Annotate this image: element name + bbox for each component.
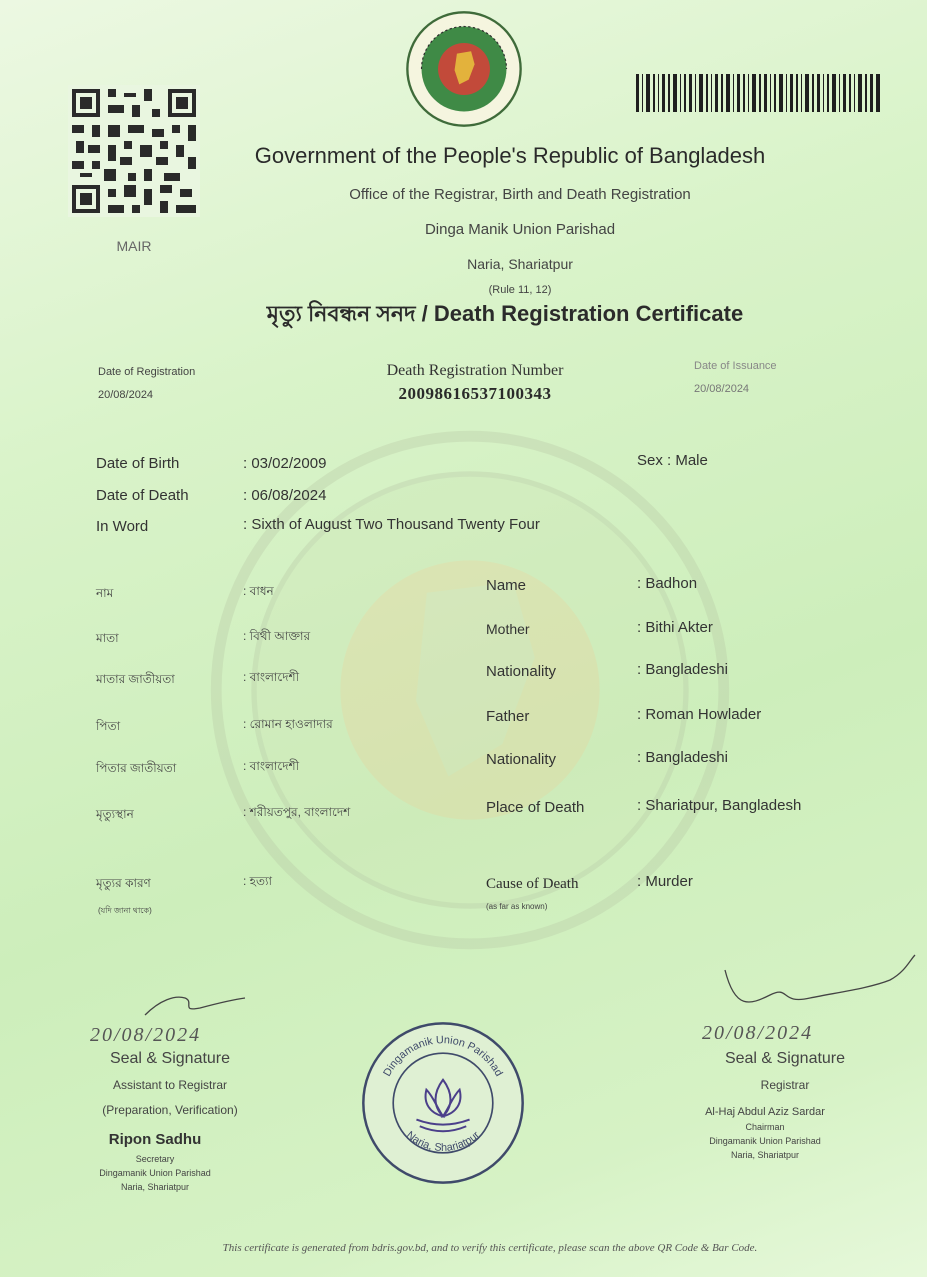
bn-name-value: : বাধন: [243, 584, 274, 598]
assistant-role: Assistant to Registrar: [112, 1078, 228, 1092]
birth-date-value: : 03/02/2009: [243, 455, 327, 472]
union-line: Dinga Manik Union Parishad: [424, 221, 616, 238]
bn-name-label: নাম: [96, 586, 114, 600]
registrar-designation: Chairman: [745, 1122, 785, 1132]
government-title: Government of the People's Republic of Bangladesh: [254, 143, 766, 168]
father-nationality-label: Nationality: [486, 751, 557, 768]
bn-mother-nationality-label: মাতার জাতীয়তা: [96, 672, 175, 686]
issuance-date-value: 20/08/2024: [694, 383, 750, 395]
assistant-seal-title: Seal & Signature: [109, 1050, 231, 1067]
mother-nationality-label: Nationality: [486, 663, 557, 680]
certificate-title: মৃত্যু নিবন্ধন সনদ / Death Registration Certificate: [266, 301, 744, 326]
bn-mother-label: মাতা: [96, 631, 119, 645]
registration-number-value: 20098616537100343: [398, 384, 552, 403]
assistant-role-note: (Preparation, Verification): [102, 1103, 238, 1117]
name-value: : Badhon: [637, 575, 698, 592]
bn-father-nationality-label: পিতার জাতীয়তা: [96, 761, 177, 775]
assistant-designation: Secretary: [135, 1154, 175, 1164]
bn-cause-label: মৃত্যুর কারণ: [96, 876, 151, 890]
government-emblem: [405, 10, 523, 128]
cause-note: (as far as known): [486, 902, 548, 911]
cause-label: Cause of Death: [486, 876, 579, 892]
name-label: Name: [486, 577, 527, 594]
qr-caption: MAIR: [116, 238, 152, 254]
registrar-signature: [720, 950, 920, 1030]
father-label: Father: [486, 708, 530, 725]
seal-bottom-text: Naria, Shariatpur: [403, 1129, 483, 1154]
location-line: Naria, Shariatpur: [467, 256, 573, 272]
registrar-role: Registrar: [760, 1078, 810, 1092]
death-date-label: Date of Death: [96, 487, 189, 504]
registration-number-label: Death Registration Number: [386, 362, 564, 379]
office-line: Office of the Registrar, Birth and Death Registration: [349, 186, 691, 203]
bn-mother-value: : বিথী আক্তার: [243, 629, 311, 643]
bn-father-value: : রোমান হাওলাদার: [243, 717, 333, 731]
bn-place-of-death-label: মৃত্যুস্থান: [96, 807, 134, 821]
registrar-place: Naria, Shariatpur: [730, 1150, 800, 1160]
assistant-union: Dingamanik Union Parishad: [99, 1168, 211, 1178]
registrar-union: Dingamanik Union Parishad: [709, 1136, 821, 1146]
cause-value: : Murder: [637, 873, 693, 890]
barcode: [636, 74, 880, 112]
in-word-label: In Word: [96, 518, 149, 535]
assistant-signature: [140, 990, 250, 1020]
issuance-date-label: Date of Issuance: [694, 360, 777, 372]
bn-place-of-death-value: : শরীয়তপুর, বাংলাদেশ: [243, 805, 351, 819]
registration-date-label: Date of Registration: [98, 366, 196, 378]
union-parishad-seal: [360, 1020, 526, 1186]
in-word-value: : Sixth of August Two Thousand Twenty Four: [243, 516, 540, 533]
death-date-value: : 06/08/2024: [243, 487, 327, 504]
bn-mother-nationality-value: : বাংলাদেশী: [243, 670, 300, 684]
birth-date-label: Date of Birth: [96, 455, 180, 472]
registrar-seal-title: Seal & Signature: [724, 1050, 846, 1067]
father-value: : Roman Howlader: [637, 706, 762, 723]
registrar-sign-date: 20/08/2024: [702, 1022, 814, 1044]
mother-label: Mother: [486, 621, 530, 637]
bn-cause-note: (যদি জানা থাকে): [98, 906, 152, 915]
place-of-death-label: Place of Death: [486, 799, 585, 816]
sex-value: Sex : Male: [637, 452, 708, 469]
bn-father-label: পিতা: [96, 719, 121, 733]
registration-date-value: 20/08/2024: [98, 389, 154, 401]
assistant-name: Ripon Sadhu: [108, 1131, 202, 1148]
mother-nationality-value: : Bangladeshi: [637, 661, 728, 678]
footer-note: This certificate is generated from bdris.gov.bd, and to verify this certificate, please scan the above QR Code & Bar Code.: [222, 1242, 758, 1254]
assistant-sign-date: 20/08/2024: [90, 1024, 202, 1046]
assistant-place: Naria, Shariatpur: [120, 1182, 190, 1192]
registrar-name: Al-Haj Abdul Aziz Sardar: [705, 1106, 825, 1118]
place-of-death-value: : Shariatpur, Bangladesh: [637, 797, 802, 814]
mother-value: : Bithi Akter: [637, 619, 713, 636]
seal-top-text: Dingamanik Union Parishad: [381, 1034, 505, 1079]
bn-cause-value: : হত্যা: [243, 874, 272, 888]
father-nationality-value: : Bangladeshi: [637, 749, 728, 766]
bn-father-nationality-value: : বাংলাদেশী: [243, 759, 300, 773]
rule-line: (Rule 11, 12): [488, 284, 552, 296]
qr-code: [68, 80, 200, 222]
